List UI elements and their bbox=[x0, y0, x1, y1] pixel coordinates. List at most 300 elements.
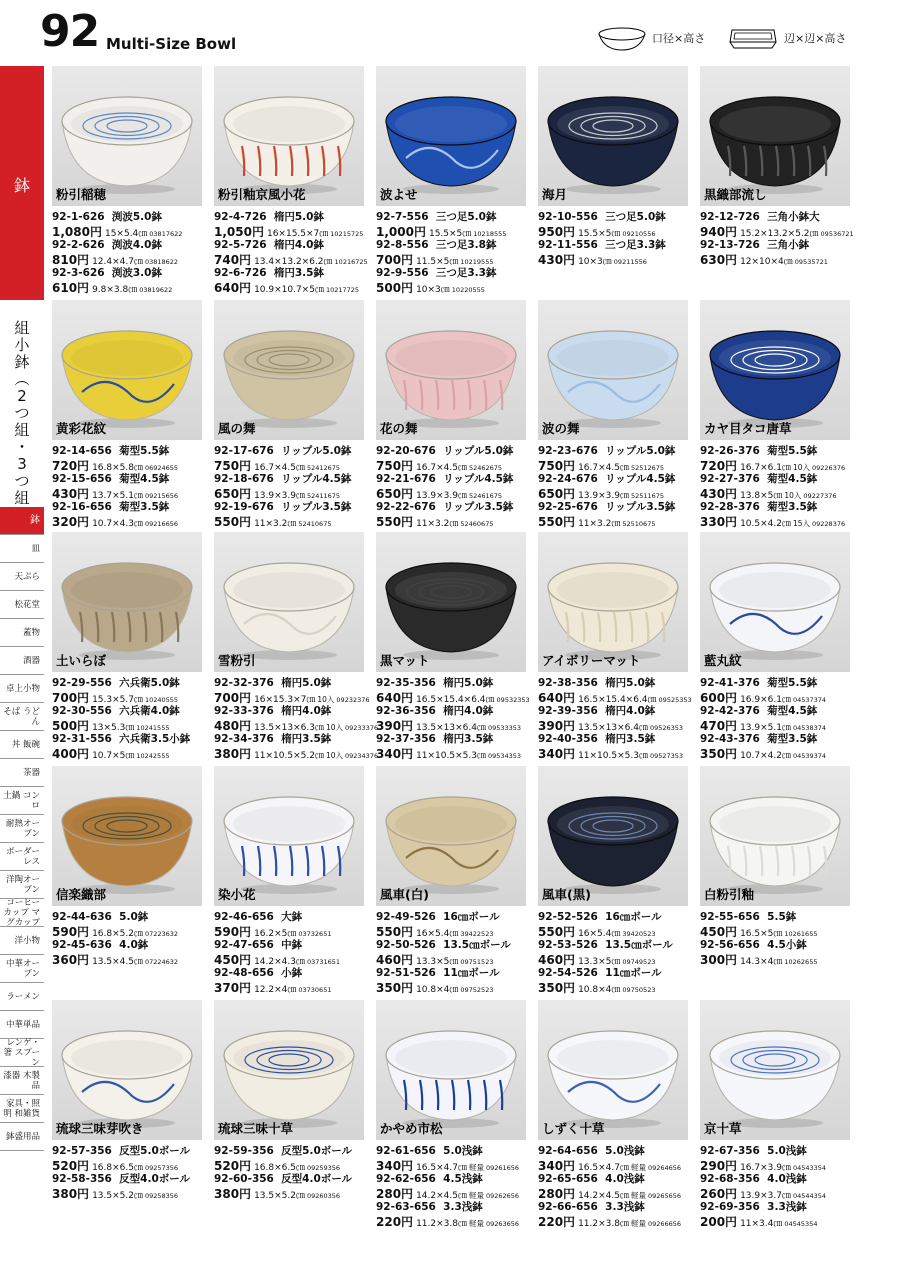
item-code: 92-29-556 bbox=[52, 677, 112, 689]
product-card[interactable] bbox=[376, 66, 526, 295]
item-code-line bbox=[700, 676, 862, 690]
item-code: 92-33-376 bbox=[214, 705, 274, 717]
item-size: 16.7×3.9㎝ bbox=[740, 1163, 791, 1173]
item-code: 92-23-676 bbox=[538, 445, 598, 457]
item-code: 92-31-556 bbox=[52, 733, 112, 745]
item-price: 650円 bbox=[376, 487, 414, 501]
item-jan-code: 10240555 bbox=[144, 696, 179, 704]
item-code: 92-21-676 bbox=[376, 473, 436, 485]
item-price: 280円 bbox=[538, 1187, 576, 1201]
item-description: 16㎝ボール bbox=[605, 911, 662, 923]
product-card[interactable] bbox=[214, 1000, 364, 1201]
product-photo[interactable] bbox=[376, 66, 526, 206]
item-code: 92-57-356 bbox=[52, 1145, 112, 1157]
product-photo[interactable] bbox=[538, 766, 688, 906]
product-photo[interactable] bbox=[538, 66, 688, 206]
product-photo[interactable] bbox=[538, 300, 688, 440]
item-size: 16.7×4.5㎝ bbox=[578, 463, 629, 473]
item-code-line bbox=[376, 732, 538, 746]
item-price-line bbox=[376, 224, 538, 238]
product-photo[interactable] bbox=[376, 300, 526, 440]
item-price-line bbox=[538, 746, 700, 760]
item-jan-code: 09227376 bbox=[803, 492, 837, 500]
item-description: 3.3浅鉢 bbox=[605, 1201, 645, 1213]
item-code-line bbox=[538, 500, 700, 514]
item-description: 楕円4.0鉢 bbox=[443, 705, 494, 717]
product-name: 黒マット bbox=[380, 653, 430, 668]
item-description: 反型5.0ボール bbox=[281, 1145, 353, 1157]
item-price: 350円 bbox=[538, 981, 576, 995]
item-price-line bbox=[376, 1158, 538, 1172]
product-card[interactable] bbox=[52, 1000, 202, 1201]
item-jan-code: 09216656 bbox=[144, 520, 179, 528]
product-name: 琉球三味芽吹き bbox=[56, 1121, 144, 1136]
product-photo[interactable] bbox=[538, 1000, 688, 1140]
sidebar-item[interactable] bbox=[0, 955, 44, 983]
item-code-line bbox=[700, 910, 862, 924]
category-tab[interactable] bbox=[0, 66, 44, 300]
item-code: 92-51-526 bbox=[376, 967, 436, 979]
item-jan-code: 04545354 bbox=[784, 1220, 818, 1228]
item-description: 4.0浅鉢 bbox=[767, 1173, 807, 1185]
sidebar-item[interactable] bbox=[0, 927, 44, 955]
item-price-line bbox=[376, 252, 538, 266]
item-price: 650円 bbox=[214, 487, 252, 501]
sidebar-item[interactable] bbox=[0, 843, 44, 871]
item-code: 92-20-676 bbox=[376, 445, 436, 457]
sidebar-item-label: 耐熱オーブン bbox=[5, 818, 40, 839]
product-items bbox=[700, 210, 862, 266]
sidebar-item[interactable] bbox=[0, 1123, 44, 1151]
product-card[interactable] bbox=[376, 1000, 526, 1229]
item-code-line bbox=[214, 444, 376, 458]
item-code: 92-6-726 bbox=[214, 267, 267, 279]
item-description: 13.5㎝ボール bbox=[605, 939, 673, 951]
product-name: 海月 bbox=[542, 187, 568, 202]
sidebar-item[interactable] bbox=[0, 1095, 44, 1123]
item-jan-code: 09534353 bbox=[487, 752, 522, 760]
product-card[interactable] bbox=[52, 766, 202, 967]
item-price-line bbox=[376, 952, 538, 966]
item-code-line bbox=[52, 1144, 214, 1158]
product-photo[interactable] bbox=[376, 532, 526, 672]
product-photo[interactable] bbox=[52, 66, 202, 206]
sidebar-item-label: 洋小物 bbox=[14, 935, 40, 946]
item-code-line bbox=[376, 1144, 538, 1158]
product-card[interactable] bbox=[52, 300, 202, 529]
item-description: 三つ足3.3鉢 bbox=[435, 267, 497, 279]
item-code: 92-8-556 bbox=[376, 239, 429, 251]
item-code-line bbox=[538, 704, 700, 718]
item-code-line bbox=[700, 500, 862, 514]
item-price: 1,050円 bbox=[214, 225, 264, 239]
product-items bbox=[376, 210, 538, 294]
sidebar-item[interactable] bbox=[0, 759, 44, 787]
product-photo[interactable] bbox=[700, 66, 850, 206]
item-description: 11㎝ボール bbox=[443, 967, 500, 979]
sidebar-item[interactable] bbox=[0, 703, 44, 731]
item-code: 92-7-556 bbox=[376, 211, 429, 223]
item-description: 六兵衛5.0鉢 bbox=[119, 677, 180, 689]
product-photo[interactable] bbox=[214, 1000, 364, 1140]
item-size: 16.8×5.8㎝ bbox=[92, 463, 143, 473]
item-price-line bbox=[52, 280, 214, 294]
sidebar-item[interactable] bbox=[0, 591, 44, 619]
item-price: 390円 bbox=[376, 719, 414, 733]
item-price-line bbox=[214, 746, 379, 761]
product-card[interactable] bbox=[700, 66, 854, 267]
item-size: 13.9×3.9㎝ bbox=[416, 491, 467, 501]
item-code-line bbox=[52, 266, 214, 280]
sidebar-item[interactable] bbox=[0, 563, 44, 591]
item-code: 92-27-376 bbox=[700, 473, 760, 485]
product-items bbox=[700, 444, 862, 528]
product-card[interactable] bbox=[214, 66, 368, 295]
product-photo[interactable] bbox=[52, 300, 202, 440]
item-code: 92-45-636 bbox=[52, 939, 112, 951]
item-price-line bbox=[376, 980, 538, 994]
product-photo[interactable] bbox=[700, 766, 850, 906]
vertical-char: 組 bbox=[14, 489, 30, 507]
item-code-line bbox=[214, 210, 376, 224]
item-price: 340円 bbox=[376, 747, 414, 761]
item-code-line bbox=[538, 444, 700, 458]
item-size: 12.4×4.7㎝ bbox=[92, 257, 143, 267]
product-photo[interactable] bbox=[376, 766, 526, 906]
item-description: リップル4.5鉢 bbox=[605, 473, 676, 485]
item-price-line bbox=[52, 718, 214, 732]
sidebar-item[interactable] bbox=[0, 787, 44, 815]
product-card[interactable] bbox=[214, 300, 364, 529]
product-card[interactable] bbox=[376, 532, 530, 761]
product-name: 雪粉引 bbox=[218, 653, 256, 668]
item-code-line bbox=[538, 732, 700, 746]
item-price: 750円 bbox=[376, 459, 414, 473]
sidebar-item[interactable] bbox=[0, 619, 44, 647]
item-jan-code: 09232376 bbox=[336, 696, 370, 704]
sidebar-item[interactable] bbox=[0, 535, 44, 563]
legend-square-label: 辺×辺×高さ bbox=[784, 32, 847, 45]
item-code-line bbox=[538, 966, 700, 980]
item-price: 350円 bbox=[376, 981, 414, 995]
product-items bbox=[700, 910, 862, 966]
item-description: 菊型5.5鉢 bbox=[119, 445, 170, 457]
product-items bbox=[214, 910, 376, 994]
product-name: カヤ目タコ唐草 bbox=[704, 421, 792, 436]
item-price: 630円 bbox=[700, 253, 738, 267]
item-description: 渕波4.0鉢 bbox=[111, 239, 162, 251]
item-price: 940円 bbox=[700, 225, 738, 239]
product-photo[interactable] bbox=[376, 1000, 526, 1140]
item-size: 10×3㎝ bbox=[578, 257, 612, 267]
item-code-line bbox=[214, 1172, 376, 1186]
product-items bbox=[538, 210, 700, 266]
item-code-line bbox=[376, 704, 538, 718]
item-price-line bbox=[214, 486, 376, 500]
item-price: 360円 bbox=[52, 953, 90, 967]
item-price-line bbox=[214, 690, 376, 704]
product-card[interactable] bbox=[700, 532, 850, 761]
product-name: 京十草 bbox=[704, 1121, 742, 1136]
product-items bbox=[376, 1144, 538, 1228]
item-price: 720円 bbox=[52, 459, 90, 473]
item-price-line bbox=[376, 458, 538, 472]
sidebar-item[interactable] bbox=[0, 507, 44, 535]
item-code: 92-2-626 bbox=[52, 239, 105, 251]
item-code: 92-14-656 bbox=[52, 445, 112, 457]
item-description: 大鉢 bbox=[281, 911, 303, 923]
product-photo[interactable] bbox=[214, 532, 364, 672]
item-jan-code: 09215656 bbox=[144, 492, 179, 500]
item-jan-code: 10218555 bbox=[473, 230, 507, 238]
item-price-line bbox=[700, 486, 862, 500]
product-photo[interactable] bbox=[52, 766, 202, 906]
product-card[interactable] bbox=[700, 300, 850, 529]
item-description: 4.5浅鉢 bbox=[443, 1173, 483, 1185]
item-code-line bbox=[538, 238, 700, 252]
sidebar-item[interactable] bbox=[0, 731, 44, 759]
item-jan-code: 52412675 bbox=[306, 464, 341, 472]
product-photo[interactable] bbox=[214, 300, 364, 440]
product-card[interactable] bbox=[376, 300, 526, 529]
item-size: 10.7×4.3㎝ bbox=[92, 519, 143, 529]
item-quantity: 軽量 bbox=[468, 1219, 484, 1228]
item-jan-code: 09211556 bbox=[613, 258, 647, 266]
item-code-line bbox=[538, 210, 700, 224]
item-code-line bbox=[700, 444, 862, 458]
item-size: 16×5.4㎝ bbox=[578, 929, 621, 939]
item-price-line bbox=[538, 718, 700, 732]
vertical-char: 組 bbox=[14, 319, 30, 337]
product-name: 粉引稲穂 bbox=[56, 187, 107, 202]
product-card[interactable] bbox=[700, 766, 850, 967]
item-code-line bbox=[376, 1172, 538, 1186]
item-price: 340円 bbox=[376, 1159, 414, 1173]
item-price: 220円 bbox=[376, 1215, 414, 1229]
item-size: 13.9×3.9㎝ bbox=[578, 491, 629, 501]
item-jan-code: 10262655 bbox=[784, 958, 818, 966]
item-price-line bbox=[52, 952, 214, 966]
item-price-line bbox=[538, 1214, 700, 1228]
item-size: 16×15.5×7㎝ bbox=[266, 229, 329, 239]
item-jan-code: 09264656 bbox=[647, 1164, 682, 1172]
item-jan-code: 03819622 bbox=[139, 286, 173, 294]
product-photo[interactable] bbox=[52, 532, 202, 672]
sidebar-item-label: 卓上小物 bbox=[5, 683, 40, 694]
product-photo[interactable] bbox=[700, 532, 850, 672]
item-code-line bbox=[52, 238, 214, 252]
item-size: 16.7×6.1㎝ bbox=[740, 463, 791, 473]
item-code: 92-48-656 bbox=[214, 967, 274, 979]
product-items bbox=[538, 910, 700, 994]
item-size: 13.3×5㎝ bbox=[578, 957, 621, 967]
product-card[interactable] bbox=[52, 66, 202, 295]
item-price: 330円 bbox=[700, 515, 738, 529]
product-photo[interactable] bbox=[700, 1000, 850, 1140]
item-price-line bbox=[214, 924, 376, 938]
product-name: かやめ市松 bbox=[380, 1121, 443, 1136]
item-code-line bbox=[700, 1172, 862, 1186]
item-code-line bbox=[700, 210, 862, 224]
item-price: 500円 bbox=[52, 719, 90, 733]
sidebar-item[interactable] bbox=[0, 815, 44, 843]
item-jan-code: 09527353 bbox=[649, 752, 684, 760]
item-price: 460円 bbox=[538, 953, 576, 967]
vertical-char: ・ bbox=[14, 438, 30, 456]
item-code: 92-61-656 bbox=[376, 1145, 436, 1157]
item-quantity: 軽量 bbox=[630, 1219, 646, 1228]
vertical-char: 鉢 bbox=[14, 353, 30, 371]
product-card[interactable] bbox=[52, 532, 202, 761]
item-jan-code: 10217725 bbox=[325, 286, 360, 294]
item-quantity: 10入 bbox=[325, 751, 343, 760]
item-size: 10.8×4㎝ bbox=[578, 985, 621, 995]
item-description: リップル5.0鉢 bbox=[281, 445, 352, 457]
product-card[interactable] bbox=[376, 766, 526, 995]
item-code-line bbox=[376, 238, 538, 252]
sidebar-item[interactable] bbox=[0, 1011, 44, 1039]
item-code-line bbox=[376, 210, 538, 224]
item-price: 550円 bbox=[214, 515, 252, 529]
item-jan-code: 52512675 bbox=[630, 464, 665, 472]
item-price-line bbox=[700, 924, 862, 938]
sidebar-item-label: 茶器 bbox=[22, 767, 40, 778]
item-price-line bbox=[700, 1214, 862, 1228]
item-price-line bbox=[538, 486, 700, 500]
sidebar-item[interactable] bbox=[0, 871, 44, 899]
item-description: 5.0浅鉢 bbox=[443, 1145, 483, 1157]
item-size: 13.9×3.9㎝ bbox=[254, 491, 305, 501]
sidebar-item[interactable] bbox=[0, 1039, 44, 1067]
item-code: 92-66-656 bbox=[538, 1201, 598, 1213]
spacer bbox=[105, 267, 112, 279]
item-jan-code: 09261656 bbox=[485, 1164, 520, 1172]
item-size: 13.3×5㎝ bbox=[416, 957, 459, 967]
item-description: 楕円3.5鉢 bbox=[443, 733, 494, 745]
item-jan-code: 09525353 bbox=[658, 696, 692, 704]
item-description: 5.0鉢 bbox=[119, 911, 149, 923]
item-jan-code: 03731651 bbox=[306, 958, 341, 966]
item-jan-code: 09260356 bbox=[306, 1192, 341, 1200]
item-price-line bbox=[52, 690, 214, 704]
item-size: 14.2×4.3㎝ bbox=[254, 957, 305, 967]
product-card[interactable] bbox=[538, 766, 688, 995]
item-code-line bbox=[700, 238, 862, 252]
item-price: 1,080円 bbox=[52, 225, 102, 239]
item-price: 750円 bbox=[538, 459, 576, 473]
item-description: 小鉢 bbox=[281, 967, 303, 979]
sidebar-item[interactable] bbox=[0, 983, 44, 1011]
sidebar-item[interactable] bbox=[0, 675, 44, 703]
sidebar-item-label: 鉢盛用品 bbox=[5, 1131, 40, 1142]
item-description: 4.5小鉢 bbox=[767, 939, 807, 951]
item-code-line bbox=[376, 266, 538, 280]
product-card[interactable] bbox=[538, 532, 692, 761]
spacer bbox=[429, 267, 436, 279]
item-price-line bbox=[214, 718, 379, 733]
item-price-line bbox=[214, 952, 376, 966]
item-code-line bbox=[376, 1200, 538, 1214]
item-code-line bbox=[214, 910, 376, 924]
item-price-line bbox=[52, 486, 214, 500]
product-card[interactable] bbox=[538, 300, 688, 529]
item-description: 六兵衛3.5小鉢 bbox=[119, 733, 191, 745]
item-description: 菊型5.5鉢 bbox=[767, 677, 818, 689]
item-jan-code: 10241555 bbox=[136, 724, 170, 732]
item-size: 11×3.2㎝ bbox=[416, 519, 459, 529]
sidebar-item-label: ボーダーレス bbox=[5, 846, 40, 867]
item-size: 10×3㎝ bbox=[416, 285, 450, 295]
product-items bbox=[376, 676, 538, 760]
vertical-char: 小 bbox=[14, 336, 30, 354]
vertical-char: つ bbox=[14, 472, 30, 490]
item-code-line bbox=[52, 210, 214, 224]
round-bowl-icon bbox=[596, 24, 648, 52]
item-size: 16.5×4.7㎝ bbox=[578, 1163, 629, 1173]
item-code: 92-50-526 bbox=[376, 939, 436, 951]
item-code-line bbox=[52, 910, 214, 924]
product-card[interactable] bbox=[538, 1000, 688, 1229]
item-size: 13×5.3㎝ bbox=[92, 723, 135, 733]
item-description: 5.0浅鉢 bbox=[605, 1145, 645, 1157]
product-photo[interactable] bbox=[538, 532, 688, 672]
item-code-line bbox=[376, 966, 538, 980]
product-photo[interactable] bbox=[52, 1000, 202, 1140]
product-items bbox=[700, 676, 862, 760]
product-name: 染小花 bbox=[218, 887, 256, 902]
sidebar-item[interactable] bbox=[0, 647, 44, 675]
sidebar-item-label: 皿 bbox=[31, 543, 40, 554]
item-description: 楕円4.0鉢 bbox=[273, 239, 324, 251]
product-card[interactable] bbox=[700, 1000, 850, 1229]
item-code: 92-24-676 bbox=[538, 473, 598, 485]
product-photo[interactable] bbox=[214, 66, 364, 206]
item-size: 16.8×6.5㎝ bbox=[92, 1163, 143, 1173]
product-photo[interactable] bbox=[700, 300, 850, 440]
item-price-line bbox=[214, 458, 376, 472]
item-size: 11.5×5㎝ bbox=[416, 257, 459, 267]
item-price-line bbox=[376, 280, 538, 294]
product-name: 信楽織部 bbox=[56, 887, 107, 902]
item-code: 92-44-636 bbox=[52, 911, 112, 923]
item-description: 中鉢 bbox=[281, 939, 303, 951]
item-price: 720円 bbox=[700, 459, 738, 473]
item-jan-code: 10261655 bbox=[784, 930, 818, 938]
sidebar-item[interactable] bbox=[0, 1067, 44, 1095]
product-items bbox=[214, 676, 379, 761]
item-size: 16.5×4.7㎝ bbox=[416, 1163, 467, 1173]
item-price-line bbox=[700, 1186, 862, 1200]
item-code-line bbox=[700, 938, 862, 952]
item-size: 15.5×5㎝ bbox=[428, 229, 472, 239]
item-price-line bbox=[538, 690, 700, 704]
item-jan-code: 03818622 bbox=[144, 258, 179, 266]
item-price: 520円 bbox=[52, 1159, 90, 1173]
item-code-line bbox=[214, 266, 376, 280]
item-jan-code: 04544354 bbox=[792, 1192, 827, 1200]
item-price-line bbox=[700, 224, 862, 238]
item-code: 92-65-656 bbox=[538, 1173, 598, 1185]
item-description: 楕円3.5鉢 bbox=[605, 733, 656, 745]
sidebar-item[interactable] bbox=[0, 899, 44, 927]
product-card[interactable] bbox=[538, 66, 688, 267]
product-photo[interactable] bbox=[214, 766, 364, 906]
spacer bbox=[267, 267, 274, 279]
product-card[interactable] bbox=[214, 532, 379, 761]
item-code: 92-62-656 bbox=[376, 1173, 436, 1185]
product-card[interactable] bbox=[214, 766, 364, 995]
item-price-line bbox=[538, 224, 700, 238]
